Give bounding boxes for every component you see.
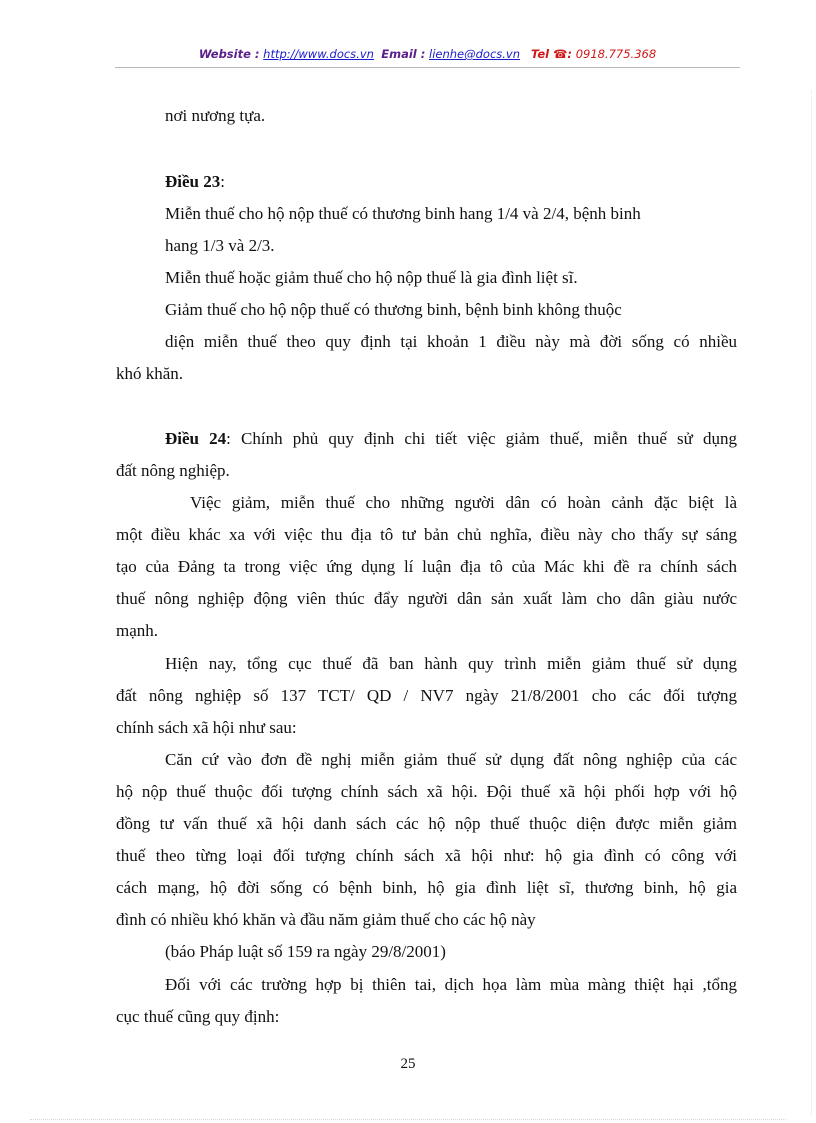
text-line: hộ nộp thuế thuộc đối tượng chính sách xã hội. Đội thuế xã hội phối hợp với hộ [116, 782, 737, 801]
text-line: diện miễn thuế theo quy định tại khoản 1 điều này mà đời sống có nhiều [165, 332, 737, 351]
margin-guide [811, 90, 812, 1115]
text-line: Giảm thuế cho hộ nộp thuế có thương binh, bệnh binh không thuộc [165, 300, 622, 319]
text-line: Miễn thuế hoặc giảm thuế cho hộ nộp thuế là gia đình liệt sĩ. [165, 268, 578, 287]
text-line: khó khăn. [116, 364, 184, 383]
website-label: Website : [198, 47, 260, 61]
text-line: tạo của Đảng ta trong việc ứng dụng lí luận địa tô của Mác khi đề ra chính sách [116, 557, 737, 576]
text-line: một điều khác xa với việc thu địa tô tư bản chủ nghĩa, điều này cho thấy sự sáng [116, 525, 737, 544]
website-link[interactable]: http://www.docs.vn [263, 47, 374, 61]
text-line: nơi nương tựa. [165, 106, 266, 125]
phone-number: 0918.775.368 [575, 47, 657, 61]
text-line: đất nông nghiệp số 137 TCT/ QD / NV7 ngày 21/8/2001 cho các đối tượng [116, 686, 737, 705]
email-link[interactable]: lienhe@docs.vn [429, 47, 521, 61]
page-header [115, 47, 740, 61]
page-number: 25 [400, 1056, 416, 1072]
text-line: đồng tư vấn thuế xã hội danh sách các hộ nộp thuế thuộc diện được miễn giảm [116, 814, 737, 833]
article-23-heading: Điều 23: [165, 172, 225, 191]
article-23-label: Điều 23 [165, 172, 221, 191]
text-line: đình có nhiều khó khăn và đầu năm giảm thuế cho các hộ này [116, 910, 536, 929]
text-line: chính sách xã hội như sau: [116, 718, 297, 737]
header-divider [115, 67, 740, 68]
text-line: thuế nông nghiệp động viên thúc đẩy người dân sản xuất làm cho dân giàu nước [116, 589, 737, 608]
email-label: Email : [381, 47, 426, 61]
article-24-heading: Điều 24: Chính phủ quy định chi tiết việc giảm thuế, miễn thuế sử dụng [165, 429, 738, 448]
text-line: Việc giảm, miễn thuế cho những người dân có hoàn cảnh đặc biệt là [190, 493, 737, 512]
text-line: Đối với các trường hợp bị thiên tai, dịch họa làm mùa màng thiệt hại ,tổng [165, 975, 737, 994]
text-line: cục thuế cũng quy định: [116, 1007, 280, 1026]
text-line: Căn cứ vào đơn đề nghị miễn giảm thuế sử dụng đất nông nghiệp của các [165, 750, 737, 769]
text-line: đất nông nghiệp. [116, 461, 230, 480]
text-line: Hiện nay, tổng cục thuế đã ban hành quy trình miễn giảm thuế sử dụng [165, 654, 737, 673]
text-line: hang 1/3 và 2/3. [165, 236, 275, 255]
text-line: cách mạng, hộ đời sống có bệnh binh, hộ gia đình liệt sĩ, thương binh, hộ gia [116, 878, 737, 897]
phone-label: Tel ☎: [531, 47, 573, 61]
text-line: Miễn thuế cho hộ nộp thuế có thương binh hang 1/4 và 2/4, bệnh binh [165, 204, 641, 223]
page-bottom-border [30, 1119, 786, 1120]
text-line: mạnh. [116, 621, 159, 640]
article-24-label: Điều 24 [165, 429, 227, 448]
text-line: thuế theo từng loại đối tượng chính sách xã hội như: hộ gia đình có công với [116, 846, 737, 865]
citation-line: (báo Pháp luật số 159 ra ngày 29/8/2001) [165, 942, 446, 961]
